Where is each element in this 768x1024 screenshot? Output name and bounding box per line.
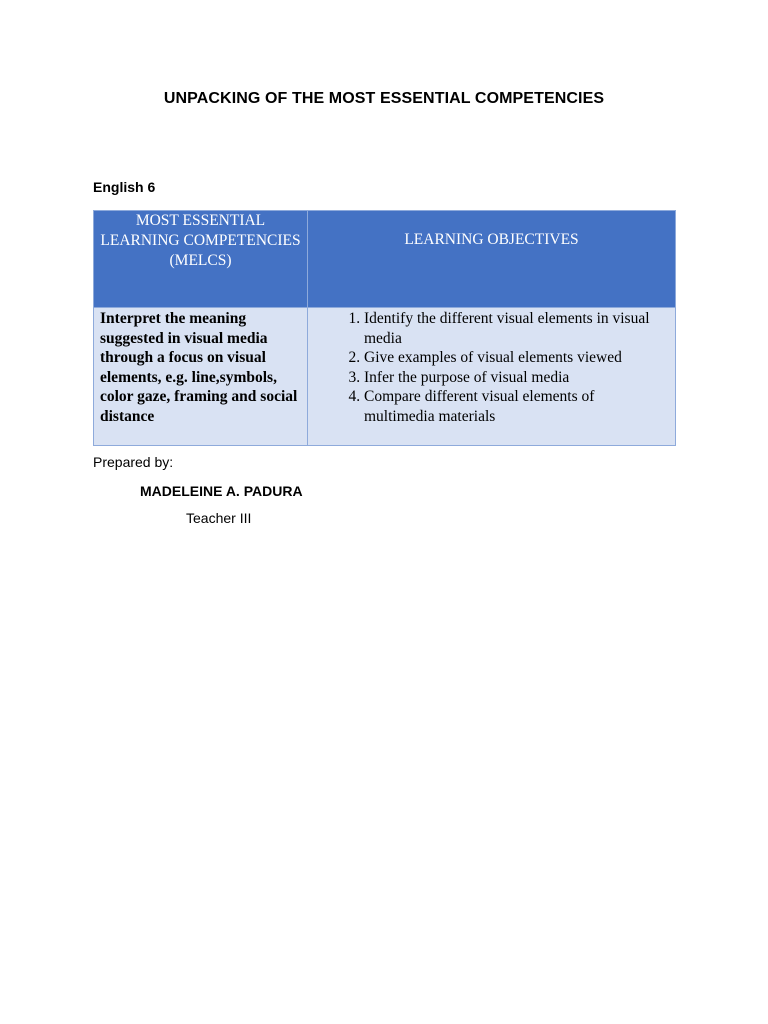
header-melc: MOST ESSENTIAL LEARNING COMPETENCIES (MELCS) [94,211,308,308]
competency-cell: Interpret the meaning suggested in visual media through a focus on visual elements, e.g. line,symbols, color gaze, framing and social distance [94,308,308,446]
objective-item: 2. Give examples of visual elements viewed [364,348,667,368]
preparer-position: Teacher III [186,510,252,526]
subject-label: English 6 [93,179,156,195]
objectives-list [312,309,667,427]
table-header-row [94,211,676,308]
objective-item: 4. Compare different visual elements of multimedia materials [364,387,667,426]
melc-table [93,210,676,446]
header-objectives: LEARNING OBJECTIVES [308,211,676,308]
objective-item: 3. Infer the purpose of visual media [364,368,667,388]
objective-item: 1. Identify the different visual elements in visual media [364,309,667,348]
document-title: UNPACKING OF THE MOST ESSENTIAL COMPETENCIES [163,90,605,107]
prepared-by-label: Prepared by: [93,454,174,470]
preparer-name: MADELEINE A. PADURA [140,483,303,499]
objectives-cell [308,308,676,446]
table-row [94,308,676,446]
